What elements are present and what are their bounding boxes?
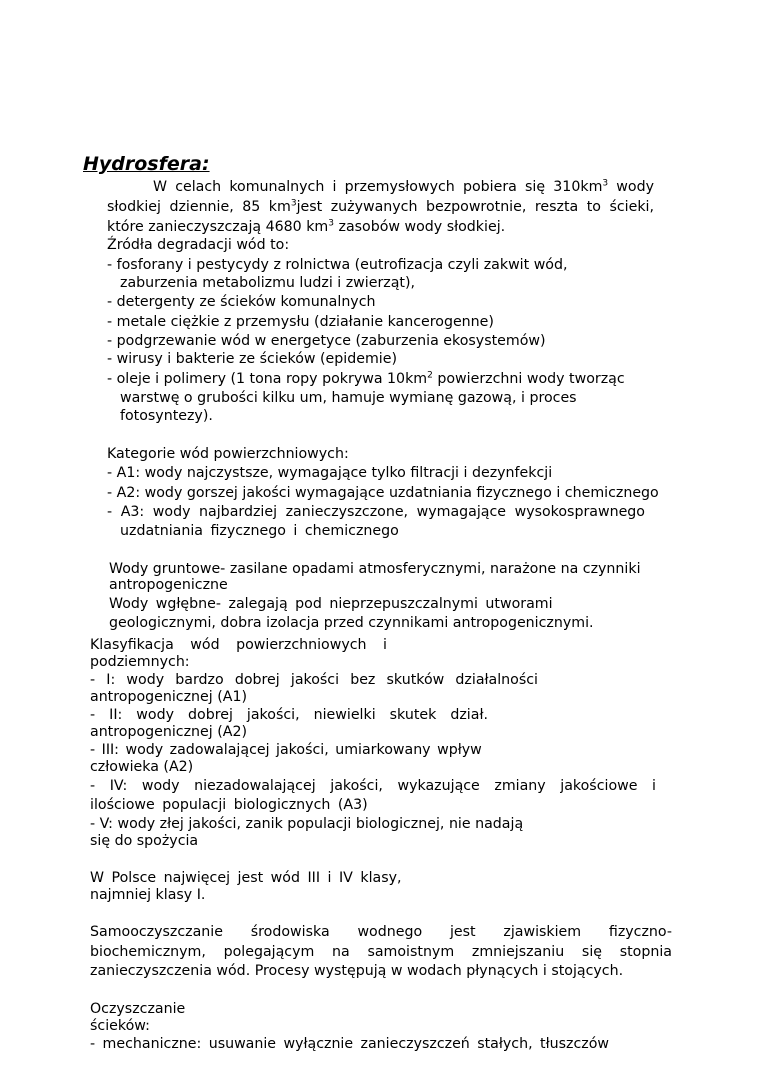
category-item: - A3: wody najbardziej zanieczyszczone, wymagające wysokosprawnego (107, 504, 645, 520)
intro-line-1: W celach komunalnych i przemysłowych pobiera się $310km^3$ wody (153, 178, 654, 195)
page-title: Hydrosfera: (83, 153, 210, 175)
category-item: - A1: wody najczystsze, wymagające tylko filtracji i dezynfekcji (107, 465, 553, 481)
groundwater-line-cont: antropogeniczne (109, 577, 228, 593)
source-item: - wirusy i bakterie ze ścieków (epidemie) (107, 351, 397, 367)
source-item-cont: fotosyntezy). (120, 408, 213, 424)
class-item: - I: wody bardzo dobrej jakości bez skutków działalności (90, 672, 538, 688)
class-item: - IV: wody niezadowalającej jakości, wykazujące zmiany jakościowe i (90, 778, 656, 794)
section-heading-surface: Kategorie wód powierzchniowych: (107, 446, 349, 462)
source-item: - metale ciężkie z przemysłu (działanie kancerogenne) (107, 314, 494, 330)
sewage-item: - mechaniczne: usuwanie wyłącznie zanieczyszczeń stałych, tłuszczów (90, 1036, 609, 1052)
source-item: - oleje i polimery (1 tona ropy pokrywa $10km^2$ powierzchni wody tworząc (107, 370, 625, 387)
class-item: - II: wody dobrej jakości, niewielki skutek dział. (90, 707, 488, 723)
selfclean-line: Samooczyszczanie środowiska wodnego jest zjawiskiem fizyczno- (90, 924, 672, 940)
source-item: - fosforany i pestycydy z rolnictwa (eutrofizacja czyli zakwit wód, (107, 257, 568, 273)
class-item: - V: wody złej jakości, zanik populacji biologicznej, nie nadają (90, 816, 524, 832)
poland-line-cont: najmniej klasy I. (90, 887, 206, 903)
class-item: - III: wody zadowalającej jakości, umiarkowany wpływ (90, 742, 482, 758)
source-item: - podgrzewanie wód w energetyce (zaburzenia ekosystemów) (107, 333, 546, 349)
sewage-heading: Oczyszczanie (90, 1001, 186, 1017)
selfclean-line: biochemicznym, polegającym na samoistnym zmniejszaniu się stopnia (90, 944, 672, 960)
intro-line-4: Źródła degradacji wód to: (107, 237, 290, 253)
category-item: - A2: wody gorszej jakości wymagające uzdatniania fizycznego i chemicznego (107, 485, 659, 501)
classification-heading-cont: podziemnych: (90, 654, 190, 670)
intro-line-3: które zanieczyszczają 4680 $km^3$ zasobów wody słodkiej. (107, 218, 506, 235)
intro-line-2: słodkiej dziennie, 85 $km^3jest$ zużywanych bezpowrotnie, reszta to ścieki, (107, 198, 654, 215)
class-item-cont: antropogenicznej (A1) (90, 689, 248, 705)
class-item-cont: się do spożycia (90, 833, 199, 849)
category-item-cont: uzdatniania fizycznego i chemicznego (120, 523, 399, 539)
poland-line: W Polsce najwięcej jest wód III i IV klasy, (90, 870, 402, 886)
classification-heading: Klasyfikacja wód powierzchniowych i (90, 637, 387, 653)
deepwater-line: Wody wgłębne- zalegają pod nieprzepuszczalnymi utworami (109, 596, 553, 612)
source-item-cont: warstwę o grubości kilku um, hamuje wymianę gazową, i proces (120, 390, 577, 406)
class-item-cont: ilościowe populacji biologicznych (A3) (90, 797, 368, 813)
class-item-cont: człowieka (A2) (90, 759, 194, 775)
class-item-cont: antropogenicznej (A2) (90, 724, 248, 740)
selfclean-line: zanieczyszczenia wód. Procesy występują w wodach płynących i stojących. (90, 963, 624, 979)
source-item-cont: zaburzenia metabolizmu ludzi i zwierząt), (120, 275, 416, 291)
groundwater-line: Wody gruntowe- zasilane opadami atmosferycznymi, narażone na czynniki (109, 561, 641, 577)
source-item: - detergenty ze ścieków komunalnych (107, 294, 376, 310)
deepwater-line-cont: geologicznymi, dobra izolacja przed czynnikami antropogenicznymi. (109, 615, 594, 631)
sewage-heading-cont: ścieków: (90, 1018, 150, 1034)
